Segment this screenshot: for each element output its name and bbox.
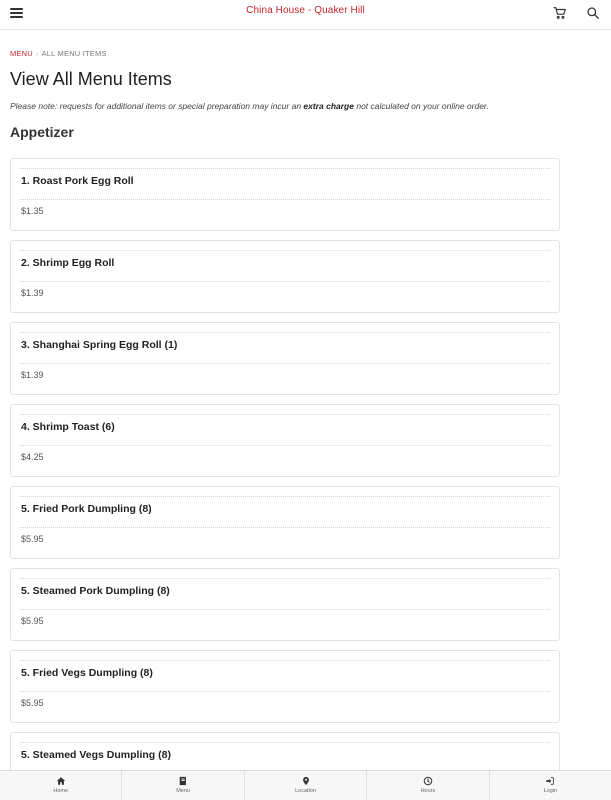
breadcrumb-separator: ›: [35, 49, 39, 58]
menu-item-card[interactable]: [10, 404, 560, 477]
home-icon: [56, 776, 66, 786]
menu-item-name: 2. Shrimp Egg Roll: [21, 257, 115, 269]
page-title: View All Menu Items: [10, 69, 172, 89]
menu-book-icon: [178, 776, 188, 786]
bottom-nav: [0, 770, 611, 800]
menu-item-list: [10, 158, 560, 800]
menu-item-card[interactable]: [10, 322, 560, 395]
note-emphasis: extra charge: [303, 101, 354, 111]
menu-item-card[interactable]: [10, 650, 560, 723]
order-note: [10, 101, 570, 111]
nav-location-label: Location: [295, 788, 316, 794]
nav-location-button[interactable]: [245, 771, 367, 800]
menu-item-name: 5. Steamed Vegs Dumpling (8): [21, 749, 171, 761]
menu-item-price: $5.95: [21, 698, 44, 708]
note-text-after: not calculated on your online order.: [353, 101, 489, 111]
menu-item-card[interactable]: [10, 240, 560, 313]
nav-login-label: Login: [543, 788, 558, 794]
note-text-before: Please note: requests for additional items or special preparation may incur an: [10, 101, 304, 111]
search-icon[interactable]: [586, 6, 602, 22]
clock-icon: [423, 776, 433, 786]
menu-item-price: $1.35: [21, 206, 44, 216]
nav-home-label: Home: [53, 788, 69, 794]
nav-hours-button[interactable]: [367, 771, 489, 800]
section-title: Appetizer: [10, 124, 74, 140]
nav-login-button[interactable]: [490, 771, 611, 800]
menu-item-card[interactable]: [10, 486, 560, 559]
menu-item-price: $4.25: [21, 452, 44, 462]
breadcrumb-current: ALL MENU ITEMS: [41, 49, 107, 58]
menu-item-price: $5.95: [21, 616, 44, 626]
menu-item-price: $1.39: [21, 370, 44, 380]
nav-hours-label: Hours: [420, 788, 436, 794]
top-header: [0, 0, 611, 30]
menu-item-name: 3. Shanghai Spring Egg Roll (1): [21, 339, 178, 351]
menu-item-price: $1.39: [21, 288, 44, 298]
nav-home-button[interactable]: [0, 771, 122, 800]
menu-item-name: 5. Fried Vegs Dumpling (8): [21, 667, 153, 679]
nav-menu-button[interactable]: [122, 771, 244, 800]
menu-item-card[interactable]: [10, 158, 560, 231]
login-icon: [545, 776, 555, 786]
menu-item-name: 4. Shrimp Toast (6): [21, 421, 115, 433]
menu-item-name: 5. Fried Pork Dumpling (8): [21, 503, 152, 515]
menu-item-name: 5. Steamed Pork Dumpling (8): [21, 585, 170, 597]
breadcrumb-menu-link[interactable]: MENU: [10, 49, 33, 58]
nav-menu-label: Menu: [176, 788, 190, 794]
location-pin-icon: [301, 776, 311, 786]
menu-item-card[interactable]: [10, 568, 560, 641]
restaurant-name[interactable]: China House - Quaker Hill: [246, 5, 365, 16]
breadcrumb: [10, 49, 107, 58]
menu-item-price: $5.95: [21, 534, 44, 544]
cart-icon[interactable]: [553, 6, 569, 22]
menu-item-name: 1. Roast Pork Egg Roll: [21, 175, 134, 187]
